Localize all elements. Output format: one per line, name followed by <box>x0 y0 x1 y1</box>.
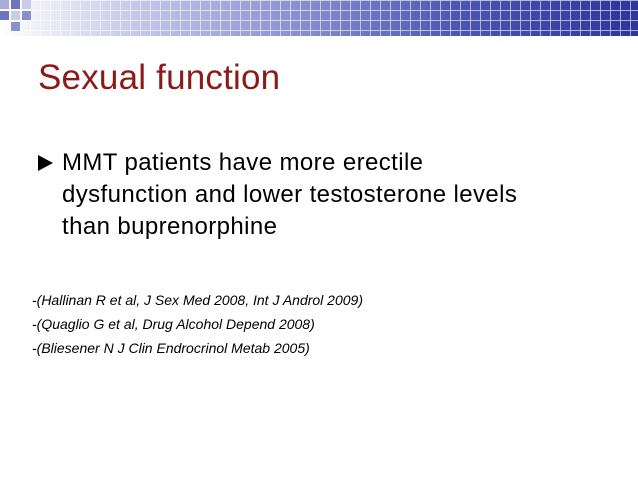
header-grid-pattern <box>0 0 638 36</box>
bullet-item <box>38 147 618 243</box>
bullet-text <box>62 147 618 243</box>
references-list <box>32 288 632 360</box>
reference-item: -(Bliesener N J Clin Endrocrinol Metab 2005) <box>32 340 310 356</box>
slide-title: Sexual function <box>38 58 281 97</box>
bullet-line: MMT patients have more erectile <box>62 149 424 176</box>
reference-item: -(Quaglio G et al, Drug Alcohol Depend 2008) <box>32 316 315 332</box>
bullet-line: dysfunction and lower testosterone levels <box>62 181 518 208</box>
corner-squares-decoration <box>0 0 40 40</box>
reference-item: -(Hallinan R et al, J Sex Med 2008, Int J Androl 2009) <box>32 292 363 308</box>
bullet-line: than buprenorphine <box>62 213 278 240</box>
right-triangle-bullet-icon <box>38 155 53 171</box>
